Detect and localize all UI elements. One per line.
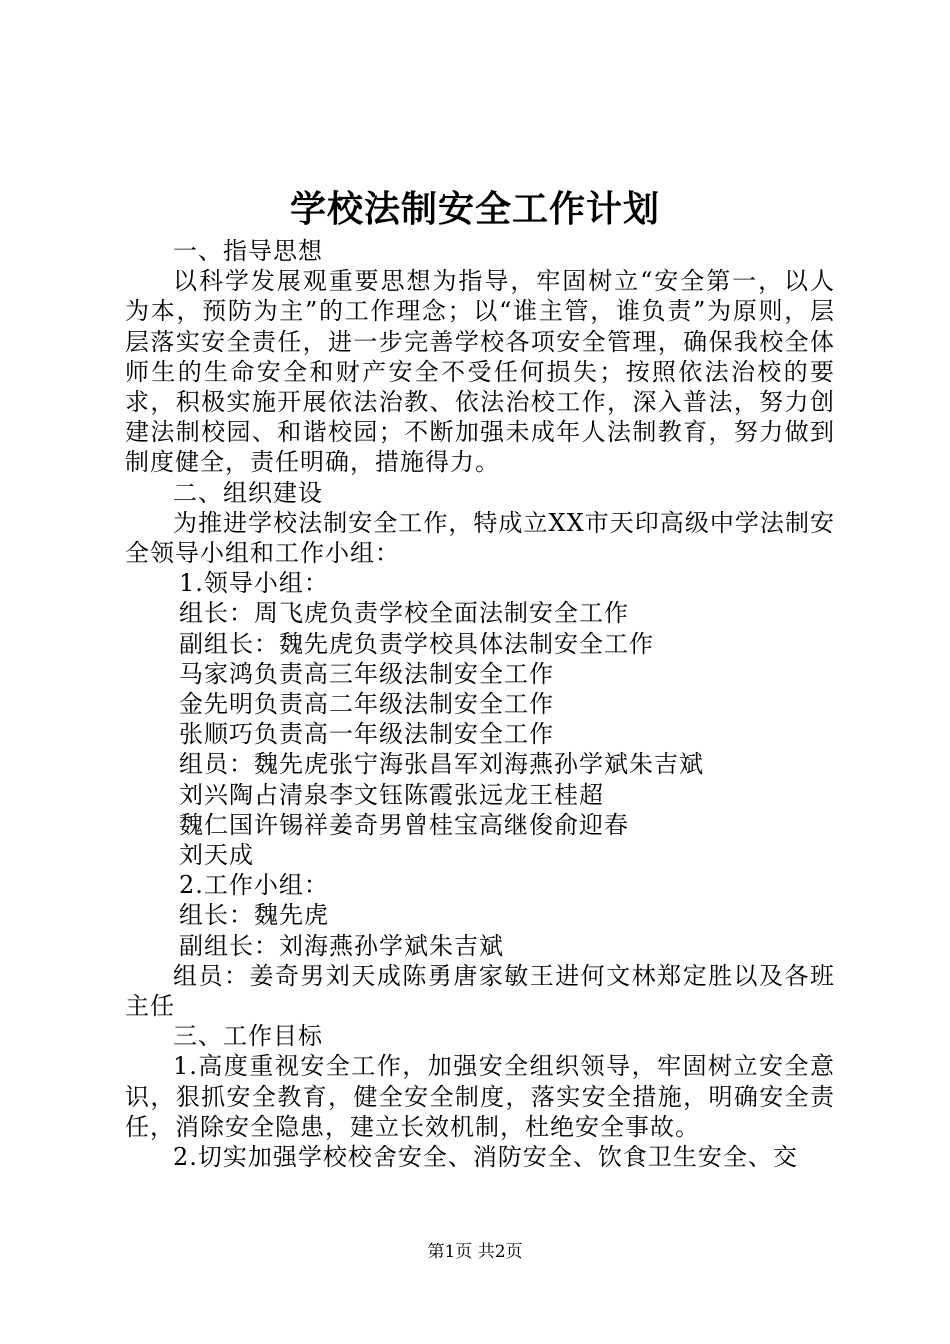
paragraph-working-group-members: 组员：姜奇男刘天成陈勇唐家敏王进何文林郑定胜以及各班主任: [125, 961, 835, 1021]
section-heading-organization: 二、组织建设: [173, 478, 323, 507]
section-heading-guiding-ideology: 一、指导思想: [173, 237, 323, 265]
list-item: 组长：魏先虎: [179, 901, 329, 930]
list-item: 张顺巧负责高一年级法制安全工作: [179, 720, 554, 749]
list-item: 组长：周飞虎负责学校全面法制安全工作: [179, 599, 629, 628]
list-item: 组员：魏先虎张宁海张昌军刘海燕孙学斌朱吉斌: [179, 750, 704, 779]
list-item-leading-group: 1.领导小组：: [179, 569, 329, 598]
list-item: 马家鸿负责高三年级法制安全工作: [179, 659, 554, 688]
section-heading-work-goals: 三、工作目标: [173, 1022, 323, 1051]
list-item: 刘兴陶占清泉李文钰陈霞张远龙王桂超: [179, 780, 604, 809]
list-item-working-group: 2.工作小组：: [179, 871, 329, 900]
paragraph-organization-intro: 为推进学校法制安全工作，特成立XX市天印高级中学法制安全领导小组和工作小组：: [125, 508, 835, 568]
paragraph-goal-1: 1.高度重视安全工作，加强安全组织领导，牢固树立安全意识，狠抓安全教育，健全安全制度，落实安全措施，明确安全责任，消除安全隐患，建立长效机制，杜绝安全事故。: [125, 1052, 835, 1141]
paragraph-goal-2: 2.切实加强学校校舍安全、消防安全、饮食卫生安全、交: [173, 1143, 798, 1172]
list-item: 金先明负责高二年级法制安全工作: [179, 690, 554, 719]
list-item: 魏仁国许锡祥姜奇男曾桂宝高继俊俞迎春: [179, 810, 629, 839]
list-item: 刘天成: [179, 841, 254, 870]
list-item: 副组长：魏先虎负责学校具体法制安全工作: [179, 629, 654, 658]
list-item: 副组长：刘海燕孙学斌朱吉斌: [179, 931, 504, 960]
page-number: 第1页 共2页: [427, 1242, 523, 1262]
document-body: [125, 236, 835, 1172]
document-title: 学校法制安全工作计划: [289, 188, 660, 230]
paragraph-guiding-ideology: 以科学发展观重要思想为指导，牢固树立“安全第一，以人为本，预防为主”的工作理念；以“谁主管，谁负责”为原则，层层落实安全责任，进一步完善学校各项安全管理，确保我校全体师生的生命安全和财产安全不受任何损失；按照依法治校的要求，积极实施开展依法治教、依法治校工作，深入普法，努力创建法制校园、和谐校园；不断加强未成年人法制教育，努力做到制度健全，责任明确，措施得力。: [125, 267, 835, 477]
